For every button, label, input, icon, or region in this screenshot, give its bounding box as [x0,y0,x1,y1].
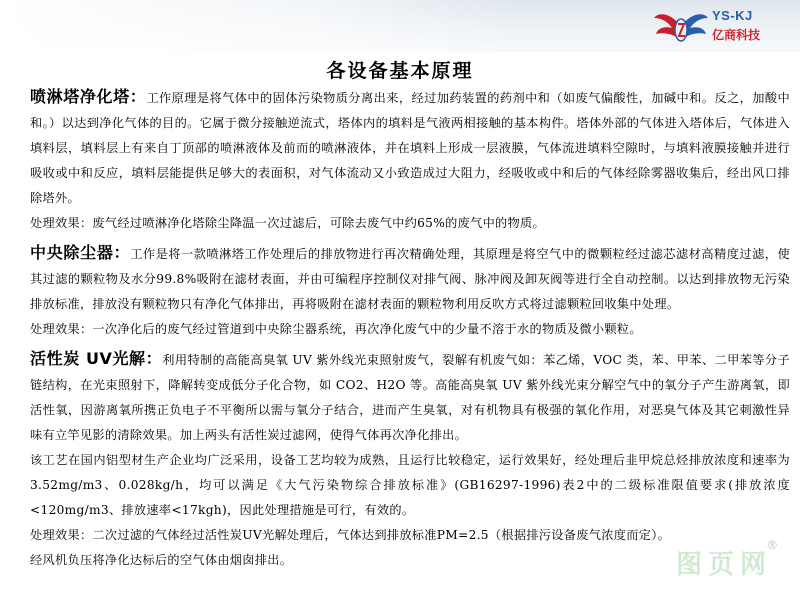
tail-uv-photolysis: 经风机负压将净化达标后的空气体由烟囱排出。 [30,553,293,567]
logo-wings-icon [652,4,710,48]
section-extra-uv-photolysis: 该工艺在国内铝型材生产企业均广泛采用，设备工艺均较为成熟，且运行比较稳定，运行效果好，经处理后韭甲烷总烃排放浓度和速率为3.52mg/m3、0.028kg/h，均可以满足《大气污染物综合排放标准》(GB16297-1996)表2中的二级标准限值要求(排放浓度<120mg/m3、排放速率<17kgh)，因此处理措施是可行，有效的。 [30,453,790,517]
header-fade [0,0,520,52]
section-title-spray-tower: 喷淋塔净化塔： [30,87,147,106]
section-spray-tower [30,84,790,211]
header-bar [0,0,800,52]
registered-mark: ® [768,538,777,552]
page-title: 各设备基本原理 [326,60,474,82]
company-logo [652,4,792,48]
section-body-uv-photolysis: 利用特制的高能高臭氧 UV 紫外线光束照射废气，裂解有机废气如：苯乙烯，VOC 类，苯、甲苯、二甲苯等分子链结构，在光束照射下，降解转变成低分子化合物，如 CO2、H2O 等。高能高臭氧 UV 紫外线光束分解空气中的氧分子产生游离氧，即活性氧，因游离氧所携正负电子不平衡所以需与氧分子结合，进而产生臭氧，对有机物具有极强的氧化作用，对恶臭气体及其它刺激性异味有立竿见影的清除效果。加上两头有活性炭过滤网，使得气体再次净化排出。 [30,353,790,442]
section-title-uv-photolysis: 活性炭 UV光解： [30,349,163,368]
content-area [30,84,790,573]
section-central-dust-collector [30,240,790,317]
section-title-dust-collector: 中央除尘器： [30,243,131,262]
watermark: 图页网 [676,550,773,580]
effect-dust-collector: 处理效果：一次净化后的废气经过管道到中央除尘器系统，再次净化废气中的少量不溶于水的物质及微小颗粒。 [30,322,642,336]
section-body-spray-tower: 工作原理是将气体中的固体污染物质分离出来，经过加药装置的药剂中和（如废气偏酸性，加碱中和。反之，加酸中和。）以达到净化气体的目的。它属于微分接触逆流式，塔体内的填料是气液两相接触的基本构件。塔体外部的气体进入塔体后，气体进入填料层，填料层上有来自丁顶部的喷淋液体及前而的喷淋液体，并在填料上形成一层液膜，气体流进填料空隙时，与填料液膜接触并进行吸收或中和反应，填料层能提供足够大的表面积，对气体流动又小致造成过大阻力，经吸收或中和后的气体经除雾器收集后，经出风口排除塔外。 [30,91,790,205]
logo-text-en: YS-KJ [712,8,753,23]
logo-text-cn: 亿商科技 [712,28,761,42]
section-body-dust-collector: 工作是将一款喷淋塔工作处理后的排放物进行再次精确处理，其原理是将空气中的微颗粒经过滤芯滤材高精度过滤，使其过滤的颗粒物及水分99.8%吸附在滤材表面，并由可编程序控制仪对排气阀、脉冲阀及卸灰阀等进行全自动控制。以达到排放物无污染排放标准，排放没有颗粒物只有净化气体排出，再将吸附在滤材表面的颗粒物利用反吹方式将过滤颗粒回收集中处理。 [30,247,790,311]
effect-uv-photolysis: 处理效果：二次过滤的气体经过活性炭UV光解处理后，气体达到排放标准PM=2.5（根据排污设备废气浓度而定）。 [30,528,671,542]
section-uv-photolysis [30,346,790,448]
effect-spray-tower: 处理效果：废气经过喷淋净化塔除尘降温一次过滤后，可除去废气中约65%的废气中的物质。 [30,216,545,230]
